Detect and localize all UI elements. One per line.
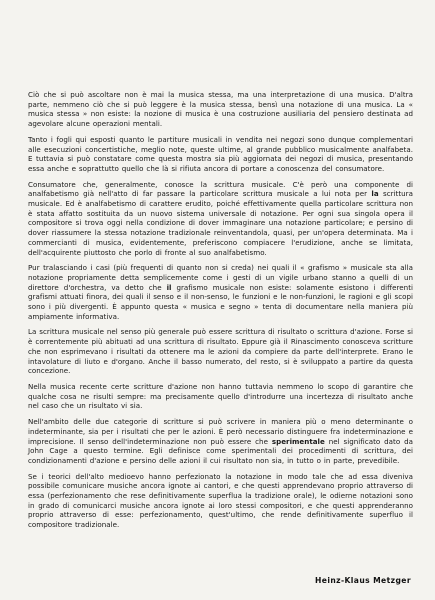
paragraph-6 (28, 382, 413, 411)
paragraph-4-text-before: Pur tralasciando i casi (più frequenti di quanto non si creda) nei quali il « grafismo » musicale sta alla notazione propriamente detta semplicemente come i gesti di un vigile urbano stanno a quelli di un direttore d'orchestra, va detto che (28, 263, 413, 292)
paragraph-8 (28, 472, 413, 530)
paragraph-5 (28, 327, 413, 376)
paragraph-8-text: Se i teorici dell'alto medioevo hanno perfezionato la notazione in modo tale che ad essa diveniva possibile comunicare musiche ancora ignote ai cantori, e che questi apprendevano proprio attraverso di essa (perfezionamento che rese definitivamente superflua la tradizione orale), le odierne notazioni sono in grado di comunicarci musiche ancora ignote ai loro stessi compositori, e che questi apprenderanno proprio attraverso di esse: perfezionamento, quest'ultimo, che rende definitivamente superfluo il compositore tradizionale. (28, 471, 413, 530)
paragraph-7-emphasis: sperimentale (271, 436, 325, 446)
paragraph-1-text: Ciò che si può ascoltare non è mai la musica stessa, ma una interpretazione di una musica. D'altra parte, nemmeno ciò che si può leggere è la musica stessa, bensì una notazione di una musica. La « musica stessa » non esiste: la nozione di musica è una costruzione ausiliaria del pensiero destinata ad agevolare alcune operazioni mentali. (28, 90, 413, 129)
paragraph-6-text: Nella musica recente certe scritture d'azione non hanno tuttavia nemmeno lo scopo di garantire che qualche cosa ne risulti sempre: ma precisamente quello d'introdurre una incertezza di risultato anche nel caso che un risultato vi sia. (28, 381, 413, 411)
paragraph-4-emphasis: il (166, 282, 172, 292)
paragraph-3-text-before: Consumatore che, generalmente, conosce la scrittura musicale. C'è però una componente di analfabetismo già nell'atto di far passare la particolare scrittura musicale a lui nota per (28, 179, 413, 199)
paragraph-4-text-after: grafismo musicale non esiste: solamente esistono i differenti grafismi attuati finora, dei quali il senso e il non-senso, le funzioni e le non-funzioni, le ragioni e gli scopi sono i più divergenti. È appunto questa « musica e segno » tenta di documentare nella maniera più ampiamente informativa. (28, 282, 413, 321)
paragraph-3-emphasis: la (371, 189, 379, 199)
paragraph-1 (28, 90, 413, 129)
paragraph-7 (28, 417, 413, 466)
paragraph-2-text: Tanto i fogli qui esposti quanto le partiture musicali in vendita nei negozi sono dunque complementari alle esecuzioni concertistiche, meglio note, queste ultime, al grande pubblico musicalmente analfabeta. E tuttavia si può constatare come questa mostra sia più aggiornata dei negozi di musica, presentando essa anche e soprattutto quello che là si rifiuta ancora di portare a conoscenza del consumatore. (28, 134, 413, 173)
paragraph-7-text-before: Nell'ambito delle due categorie di scritture si può scrivere in maniera più o meno determinante o indeterminante, sia per i risultati che per le azioni. È però necessario distinguere fra indeterminazione e imprecisione. Il senso dell'indeterminazione non può essere che (28, 417, 413, 446)
author-signature: Heinz-Klaus Metzger (315, 576, 411, 585)
paragraph-2 (28, 135, 413, 174)
paragraph-3 (28, 180, 413, 258)
document-page (28, 90, 413, 590)
paragraph-7-text-after: nel significato dato da John Cage a questo termine. Egli definisce come sperimentali dei procedimenti di scrittura, dei condizionamenti d'azione e persino delle azioni il cui risultato non sia, in tutto o in parte, prevedibile. (28, 436, 413, 465)
paragraph-3-text-after: scrittura musicale. Ed è analfabetismo di carattere erudito, poiché effettivamente quella particolare scrittura non è stata affatto sostituita da un nuovo sistema universale di notazione. Per ogni sua singola opera il compositore si trova oggi nella condizione di dover immaginare una notazione particolare; e persino di dover riassumere la stessa notazione tradizionale reinventandola, quasi, per un'opera determinata. Ma i commercianti di musica, evidentemente, preferiscono compiacere l'erudizione, anche se limitata, dell'acquirente piuttosto che porlo di fronte al suo analfabetismo. (28, 189, 413, 257)
paragraph-4 (28, 263, 413, 321)
paragraph-5-text: La scrittura musicale nel senso più generale può essere scrittura di risultato o scrittura d'azione. Forse si è correntemente più abituati ad una scrittura di risultato. Eppure già il Rinascimento conosceva scritture che non esprimevano i risultati da ottenere ma le azioni da compiere da parte dell'interprete. Erano le intavolature di liuto e d'organo. Anche il basso numerato, del resto, si è sviluppato a partire da questa concezione. (28, 327, 413, 376)
